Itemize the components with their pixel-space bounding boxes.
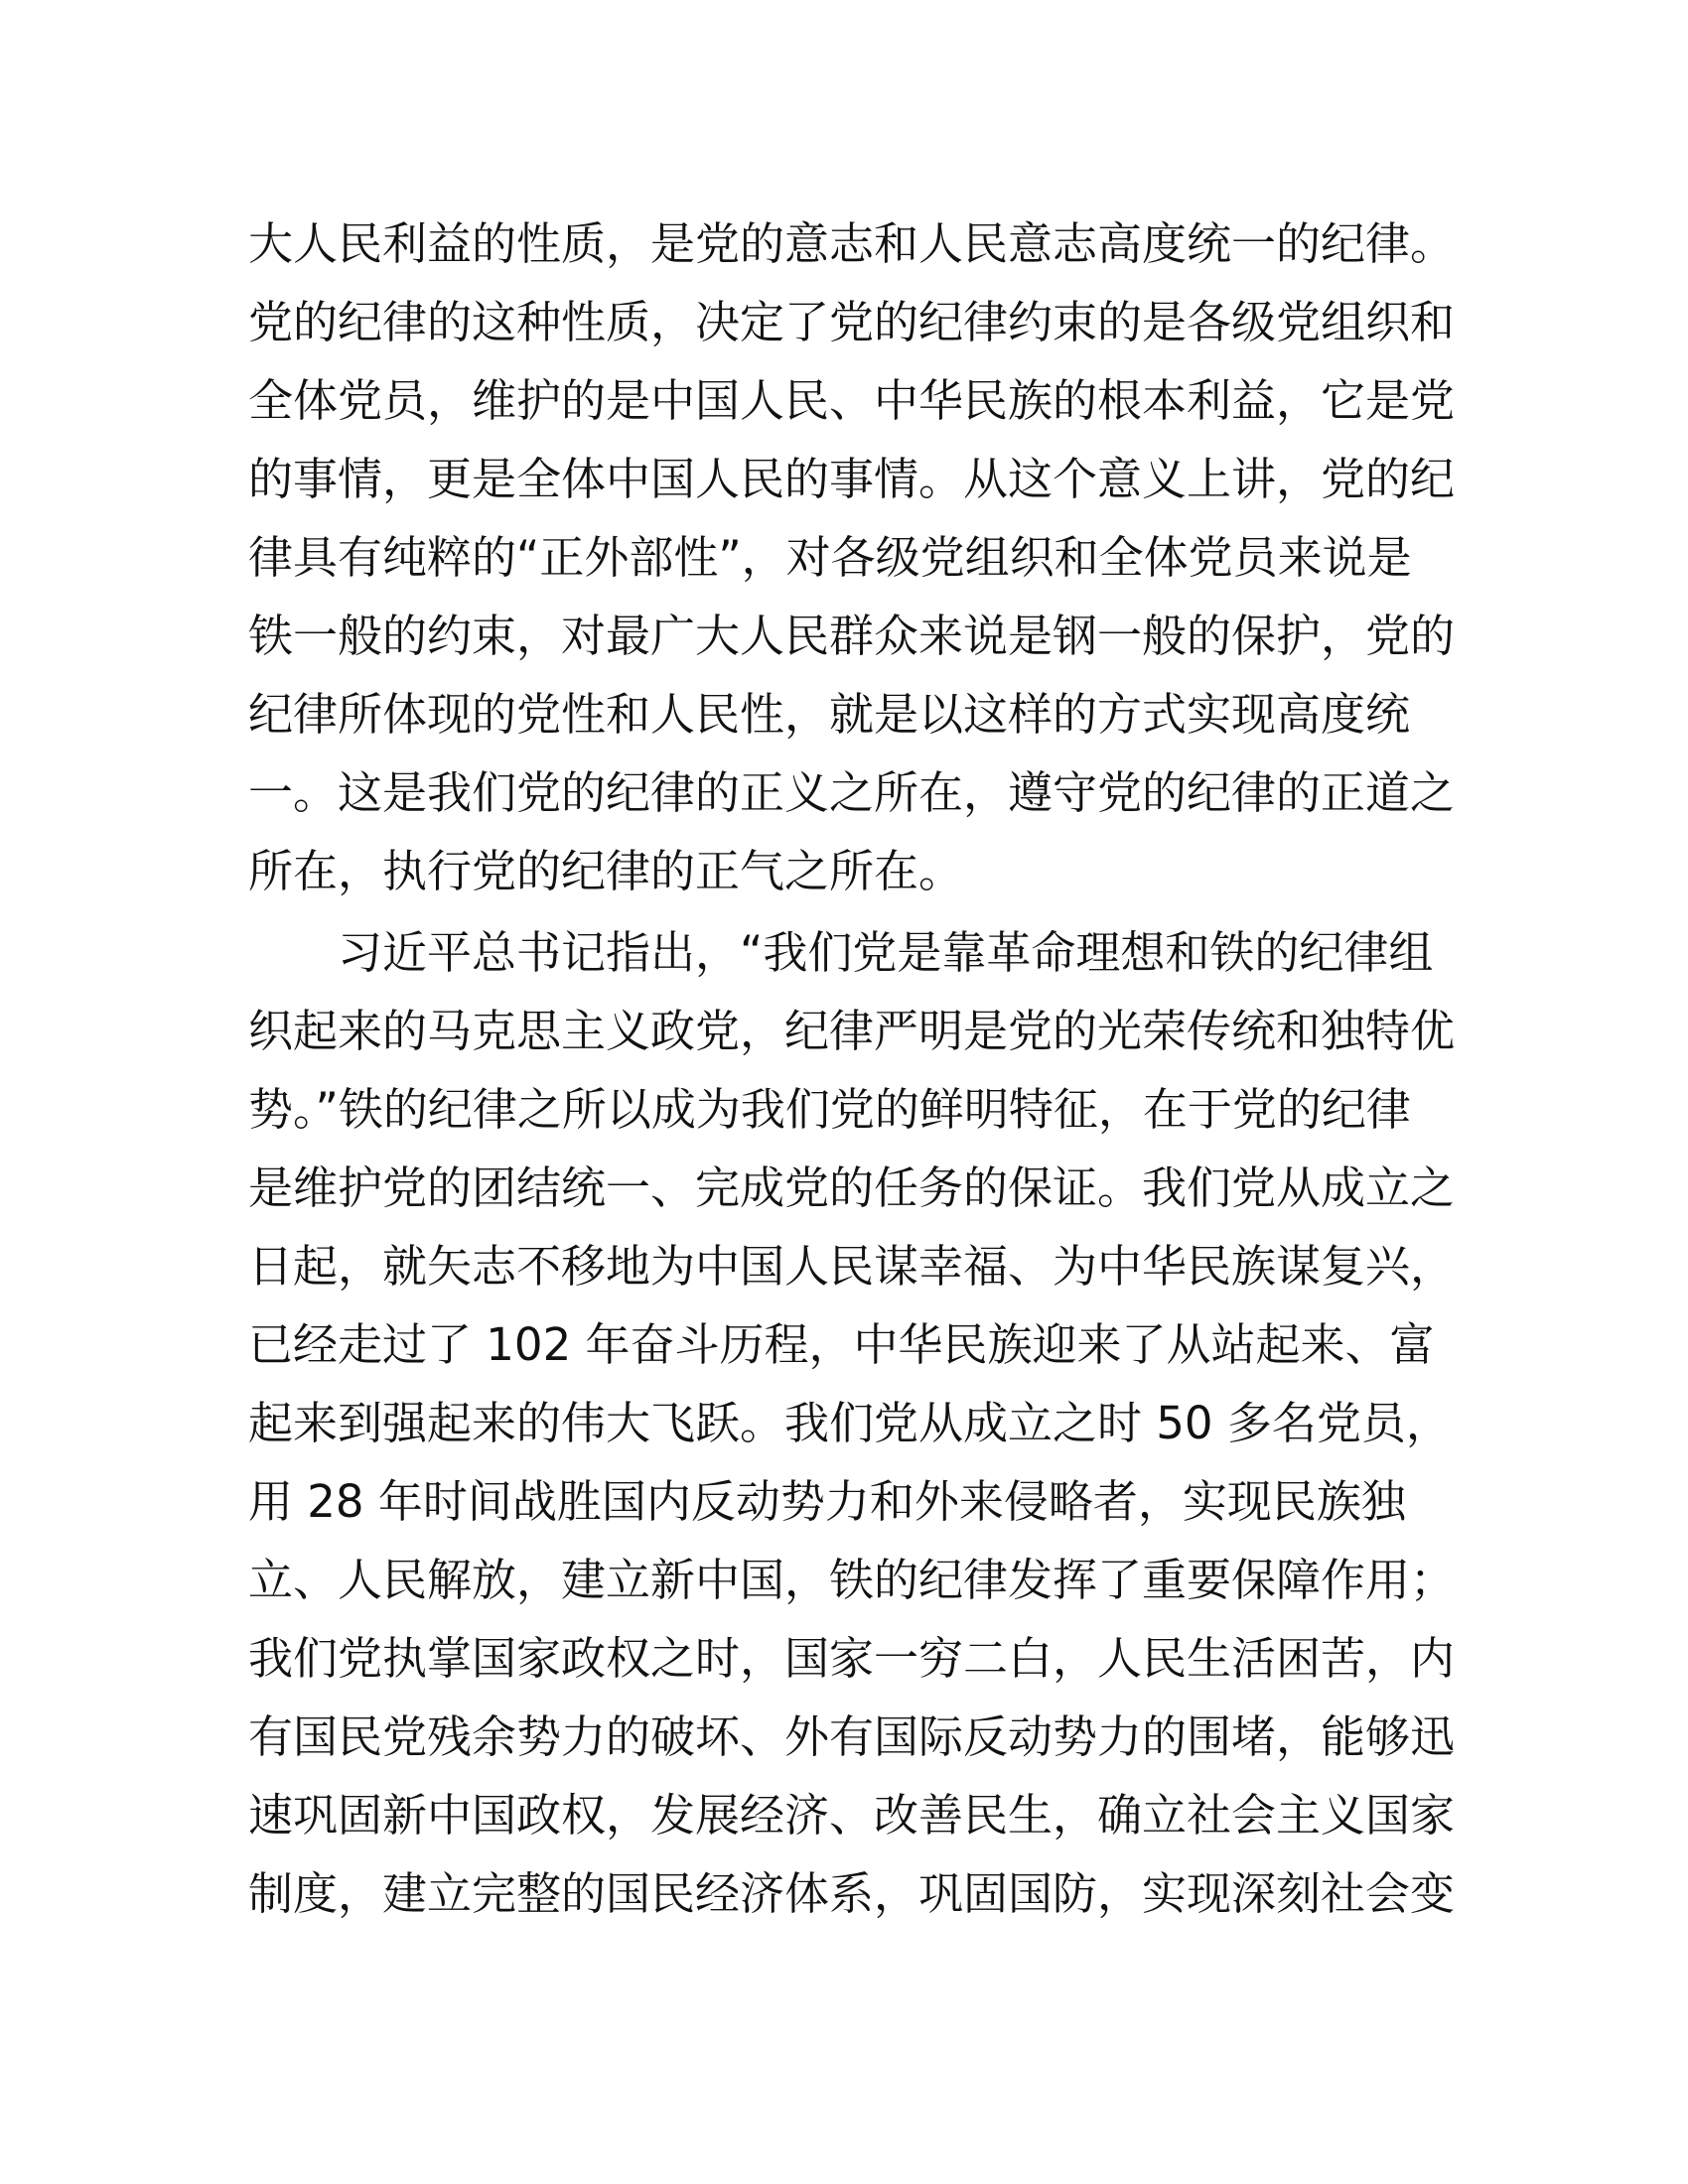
text-line: 所在，执行党的纪律的正气之所在。 — [248, 845, 964, 897]
text-line: 是维护党的团结统一、完成党的任务的保证。我们党从成立之 — [248, 1161, 1456, 1214]
paragraph-1 — [248, 205, 1456, 910]
text-line: 制度，建立完整的国民经济体系，巩固国防，实现深刻社会变 — [248, 1867, 1456, 1920]
text-line: 铁一般的约束，对最广大人民群众来说是钢一般的保护，党的 — [248, 610, 1456, 662]
text-line: 立、人民解放，建立新中国，铁的纪律发挥了重要保障作用； — [248, 1554, 1456, 1606]
text-line: 织起来的马克思主义政党，纪律严明是党的光荣传统和独特优 — [248, 1005, 1456, 1057]
text-line: 律具有纯粹的“正外部性”，对各级党组织和全体党员来说是 — [248, 531, 1412, 584]
text-line: 势。”铁的纪律之所以成为我们党的鲜明特征，在于党的纪律 — [248, 1083, 1411, 1136]
text-line: 已经走过了 102 年奋斗历程，中华民族迎来了从站起来、富 — [248, 1318, 1435, 1371]
text-line: 党的纪律的这种性质，决定了党的纪律约束的是各级党组织和 — [248, 296, 1456, 348]
text-line: 纪律所体现的党性和人民性，就是以这样的方式实现高度统 — [248, 688, 1411, 741]
text-line: 大人民利益的性质，是党的意志和人民意志高度统一的纪律。 — [248, 217, 1456, 270]
text-line-indented: 习近平总书记指出，“我们党是靠革命理想和铁的纪律组 — [338, 926, 1434, 979]
text-line: 一。这是我们党的纪律的正义之所在，遵守党的纪律的正道之 — [248, 766, 1456, 819]
text-line: 的事情，更是全体中国人民的事情。从这个意义上讲，党的纪 — [248, 453, 1456, 505]
text-line: 日起，就矢志不移地为中国人民谋幸福、为中华民族谋复兴， — [248, 1240, 1456, 1293]
text-line: 我们党执掌国家政权之时，国家一穷二白，人民生活困苦，内 — [248, 1632, 1456, 1685]
text-line: 起来到强起来的伟大飞跃。我们党从成立之时 50 多名党员， — [248, 1397, 1451, 1449]
text-line: 速巩固新中国政权，发展经济、改善民生，确立社会主义国家 — [248, 1789, 1456, 1842]
text-line: 有国民党残余势力的破坏、外有国际反动势力的围堵，能够迅 — [248, 1710, 1456, 1763]
text-line: 用 28 年时间战胜国内反动势力和外来侵略者，实现民族独 — [248, 1475, 1406, 1528]
paragraph-2 — [248, 913, 1456, 1933]
text-line: 全体党员，维护的是中国人民、中华民族的根本利益，它是党 — [248, 374, 1456, 427]
